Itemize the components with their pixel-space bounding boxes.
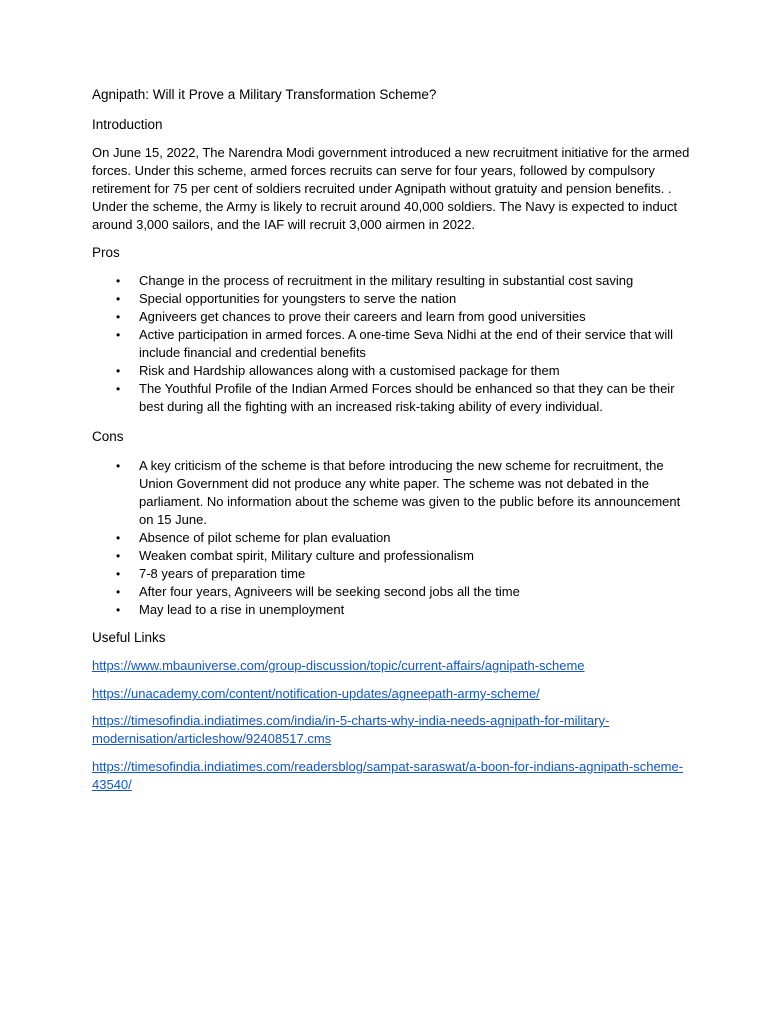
- pros-list-item: [92, 290, 692, 308]
- pros-list-item: [92, 272, 692, 290]
- cons-list-item: [92, 601, 692, 619]
- document-title: Agnipath: Will it Prove a Military Transformation Scheme?: [92, 87, 437, 102]
- pros-heading: Pros: [92, 245, 120, 260]
- bullet-icon: •: [116, 382, 121, 396]
- bullet-icon: •: [116, 328, 121, 342]
- bullet-icon: •: [116, 567, 121, 581]
- cons-heading: Cons: [92, 429, 124, 444]
- bullet-icon: •: [116, 459, 121, 473]
- cons-list-item: [92, 457, 692, 529]
- cons-list-item: [92, 529, 692, 547]
- cons-item-text: Weaken combat spirit, Military culture and professionalism: [139, 548, 475, 563]
- useful-links-heading: Useful Links: [92, 630, 166, 645]
- cons-item-text: After four years, Agniveers will be seeking second jobs all the time: [139, 584, 520, 599]
- bullet-icon: •: [116, 603, 121, 617]
- bullet-icon: •: [116, 549, 121, 563]
- pros-list-item: [92, 308, 692, 326]
- bullet-icon: •: [116, 364, 121, 378]
- pros-item-text: The Youthful Profile of the Indian Armed Forces should be enhanced so that they can be their best during all the fighting with an increased risk-taking ability of every individual.: [139, 381, 675, 414]
- bullet-icon: •: [116, 274, 121, 288]
- bullet-icon: •: [116, 585, 121, 599]
- introduction-paragraph: On June 15, 2022, The Narendra Modi government introduced a new recruitment initiative for the armed forces. Under this scheme, armed forces recruits can serve for four years, followed by compulsory retirement for 75 per cent of soldiers recruited under Agnipath without gratuity and pension benefits. . Under the scheme, the Army is likely to recruit around 40,000 soldiers. The Navy is expected to induct around 3,000 sailors, and the IAF will recruit 3,000 airmen in 2022.: [92, 145, 690, 232]
- pros-list: [92, 272, 692, 416]
- pros-list-item: [92, 326, 692, 362]
- pros-item-text: Active participation in armed forces. A one-time Seva Nidhi at the end of their service that will include financial and credential benefits: [139, 327, 673, 360]
- cons-item-text: A key criticism of the scheme is that before introducing the new scheme for recruitment, the Union Government did not produce any white paper. The scheme was not debated in the parliament. No information about the scheme was given to the public before its announcement on 15 June.: [139, 458, 681, 527]
- pros-item-text: Risk and Hardship allowances along with a customised package for them: [139, 363, 560, 378]
- introduction-heading: Introduction: [92, 117, 163, 132]
- bullet-icon: •: [116, 531, 121, 545]
- bullet-icon: •: [116, 292, 121, 306]
- useful-link[interactable]: https://timesofindia.indiatimes.com/india/in-5-charts-why-india-needs-agnipath-for-military-modernisation/articleshow/92408517.cms: [92, 713, 610, 746]
- cons-list-item: [92, 547, 692, 565]
- pros-item-text: Special opportunities for youngsters to serve the nation: [139, 291, 457, 306]
- cons-item-text: 7-8 years of preparation time: [139, 566, 306, 581]
- pros-item-text: Change in the process of recruitment in the military resulting in substantial cost saving: [139, 273, 634, 288]
- pros-item-text: Agniveers get chances to prove their careers and learn from good universities: [139, 309, 586, 324]
- cons-list-item: [92, 583, 692, 601]
- useful-link[interactable]: https://www.mbauniverse.com/group-discussion/topic/current-affairs/agnipath-scheme: [92, 658, 585, 673]
- bullet-icon: •: [116, 310, 121, 324]
- useful-link[interactable]: https://unacademy.com/content/notification-updates/agneepath-army-scheme/: [92, 686, 540, 701]
- cons-item-text: May lead to a rise in unemployment: [139, 602, 345, 617]
- pros-list-item: [92, 362, 692, 380]
- cons-list-item: [92, 565, 692, 583]
- useful-link[interactable]: https://timesofindia.indiatimes.com/readersblog/sampat-saraswat/a-boon-for-indians-agnipath-scheme-43540/: [92, 759, 684, 792]
- cons-list: [92, 457, 692, 619]
- pros-list-item: [92, 380, 692, 416]
- cons-item-text: Absence of pilot scheme for plan evaluation: [139, 530, 391, 545]
